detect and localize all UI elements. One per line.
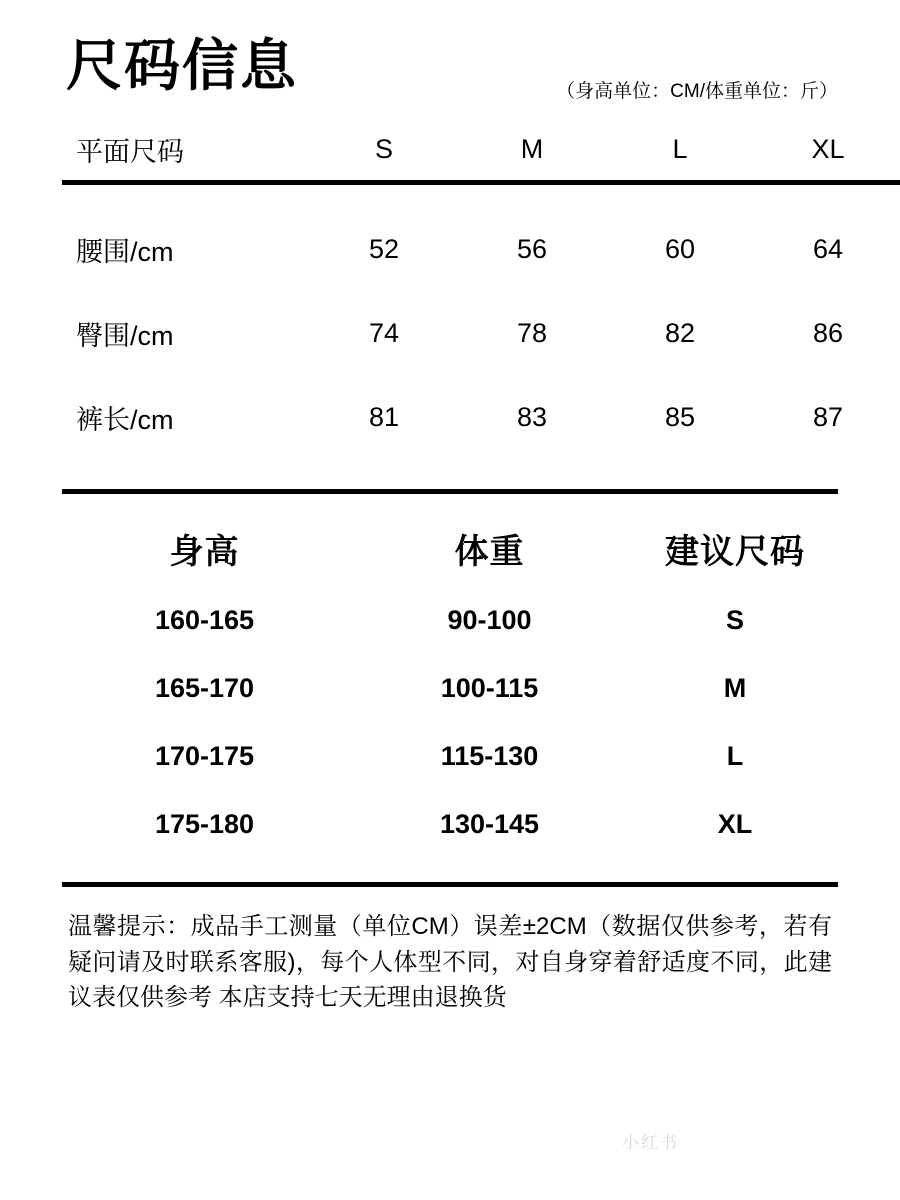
recommend-header-size: 建议尺码 — [665, 532, 805, 571]
size-column-l: L — [672, 133, 688, 164]
footer-divider — [62, 882, 838, 887]
size-column-xl: XL — [811, 133, 845, 164]
recommend-header-row — [62, 510, 838, 586]
size-table-label-header: 平面尺码 — [76, 136, 184, 167]
rec-height-2: 165-170 — [154, 672, 255, 703]
length-s: 81 — [368, 401, 400, 432]
waist-xl: 64 — [812, 233, 844, 264]
table-row — [62, 790, 838, 858]
length-l: 85 — [664, 401, 696, 432]
length-m: 83 — [516, 401, 548, 432]
watermark: 小红书 — [622, 1133, 679, 1152]
rec-weight-3: 115-130 — [440, 740, 539, 771]
spacer — [62, 459, 838, 489]
waist-m: 56 — [516, 233, 548, 264]
size-table — [62, 118, 900, 459]
table-row — [62, 207, 900, 291]
hip-s: 74 — [368, 317, 400, 348]
table-row — [62, 375, 900, 459]
table-row — [62, 654, 838, 722]
unit-note: （身高单位：CM/体重单位：斤） — [556, 81, 838, 102]
hip-l: 82 — [664, 317, 696, 348]
spacer — [62, 858, 838, 882]
table-row — [62, 586, 838, 654]
row-label-length: 裤长/cm — [76, 404, 174, 435]
rec-weight-1: 90-100 — [447, 604, 532, 635]
section-divider — [62, 489, 838, 494]
footer-note: 温馨提示：成品手工测量（单位CM）误差±2CM（数据仅供参考，若有疑问请及时联系客服)，每个人体型不同，对自身穿着舒适度不同，此建议表仅供参考 本店支持七天无理由退换货 — [68, 913, 832, 1012]
hip-m: 78 — [516, 317, 548, 348]
table-row — [62, 722, 838, 790]
hip-xl: 86 — [812, 317, 844, 348]
rec-weight-4: 130-145 — [439, 808, 540, 839]
waist-l: 60 — [664, 233, 696, 264]
size-column-s: S — [374, 133, 393, 164]
rec-weight-2: 100-115 — [440, 672, 539, 703]
rec-height-3: 170-175 — [154, 740, 255, 771]
rec-height-4: 175-180 — [154, 808, 255, 839]
page-title: 尺码信息 — [66, 34, 298, 97]
recommend-header-height: 身高 — [169, 532, 240, 571]
size-table-header-row — [62, 118, 900, 183]
rec-size-1: S — [725, 604, 744, 635]
header — [62, 0, 838, 118]
row-label-waist: 腰围/cm — [76, 236, 174, 267]
recommend-header-weight: 体重 — [454, 532, 525, 571]
rec-size-4: XL — [717, 808, 753, 839]
length-xl: 87 — [812, 401, 844, 432]
waist-s: 52 — [368, 233, 400, 264]
rec-height-1: 160-165 — [154, 604, 255, 635]
row-label-hip: 臀围/cm — [76, 320, 174, 351]
recommend-table — [62, 510, 838, 858]
rec-size-2: M — [723, 672, 747, 703]
spacer — [62, 185, 900, 207]
table-row — [62, 291, 900, 375]
size-column-m: M — [520, 133, 544, 164]
rec-size-3: L — [726, 740, 744, 771]
